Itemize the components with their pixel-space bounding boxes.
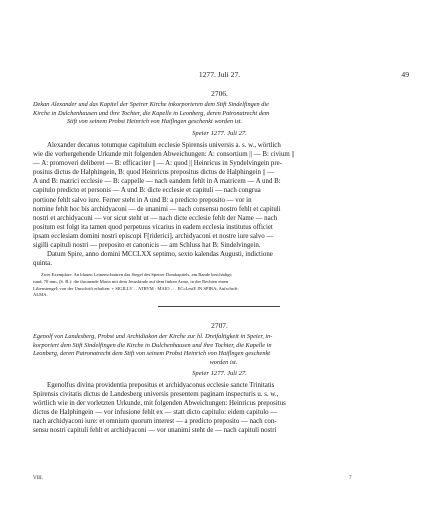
running-head-date: 1277. Juli 27.: [198, 70, 241, 79]
text-2706: [33, 141, 414, 268]
text-line: Datum Spire, anno domini MCCLXX septimo, sexto kalendas Augusti, indictione: [47, 251, 273, 259]
place-date-2706: Speier 1277. Juli 27.: [192, 130, 247, 137]
text-line: nostri et archidyaconi — vor sicut steht ut — nach dicte ecclesie fehlt der Name — nach: [33, 214, 278, 222]
text-line: Alexander decanus totumque capitulum ecclesie Spirensis universis a. s. w., wörtlich: [47, 142, 281, 149]
page-footer: [33, 476, 414, 481]
regest-line: Egenolf von Landesberg, Probst und Archidiakon der Kirche zur hl. Dreifaltigkeit in Speier, in-: [33, 333, 273, 340]
text-line: Egenolfus divina providentia prepositus et archidyaconus ecclesie sancte Trinitatis: [47, 382, 275, 389]
running-head: [0, 70, 439, 80]
note-line: ALMA.: [33, 292, 48, 298]
place-date-2707: Speier 1277. Juli 27.: [192, 370, 247, 377]
text-line: — A: promoveri deliberet — B: efficaciter || — A: quod || Heinricus in Syndelvingein pre-: [33, 160, 282, 168]
regest-2707: [33, 333, 414, 367]
note-line: Lilienstengel; von der Umschrift erhalten: + SIGILLV . . ATRVM : MAIO . . . ECcLesiE IN SPIRA; Aufschrift:: [33, 285, 239, 291]
document-number-2706: 2706.: [211, 89, 228, 98]
text-line: sensu nostri capituli fehlt et archidyaconi — vor unanimi steht de — nach capituli nostri: [33, 427, 277, 435]
text-2707: [33, 381, 414, 436]
regest-line: Stift von seinem Probst Heinrich von Haiflngen geschenkt worden ist.: [67, 118, 243, 126]
regest-line: Dekan Alexander und das Kapitel der Speirer Kirche inkorporieren dem Stift Sindelfingen die: [33, 101, 269, 108]
text-line: Spirensis civitatis dictus de Landesberg universis presentem paginam inspecturis u. s. w.,: [33, 391, 279, 399]
text-line: wörtlich wie in der vorletzten Urkunde, mit folgenden Abweichungen: Heinricus prepositus: [33, 400, 286, 408]
text-line: portione fehlt salvo iure. Ferner steht in A und B: a predicto preposito — vor in: [33, 196, 252, 204]
regest-line: Leonberg, deren Patronatrecht dem Stift von seinem Probst Heinrich von Haiflngen geschenkt: [33, 350, 271, 358]
text-line: sigilli capituli nostri — preposito et canonicis — am Schluss hat B: Sindelvingein.: [33, 242, 261, 250]
text-line: wie die vorhergehende Urkunde mit folgenden Abweichungen: A: consortium || — B: civium ||: [33, 151, 295, 159]
document-number-2707: 2707.: [211, 321, 228, 330]
text-line: nomine fehlt hoc bis archidyaconi — de unanimi — nach consensu nostro fehlt et capituli: [33, 205, 281, 213]
regest-line: worden ist.: [209, 358, 238, 366]
text-line: A und B: matrici ecclesie — B: cappelle — nach eandem fehlt in A matricem — A und B:: [33, 178, 281, 186]
note-line: Zwei Exemplare. An blauen Leinenschnüren das Siegel des Speirer Domkapitels, am Rande beschädigt;: [41, 272, 233, 277]
regest-line: korporiert dem Stift Sindelfingen die Kirche in Dulchenhausen und ihre Tochter, die Kapelle in: [33, 341, 272, 349]
text-line: capitulo predicto et personis — A und B: dicte ecclesie et capituli — nach congrua: [33, 187, 261, 195]
regest-2706: [33, 101, 414, 127]
text-line: nach archidyaconi iure: et omnium quorum interest — a predicto preposito — nach con-: [33, 418, 277, 426]
text-line: dictus de Halphingein — vor infusione fehlt ex — statt dicto capitulo: eidem capitulo —: [33, 409, 278, 417]
regest-line: Kirche in Dulchenhausen und ihre Tochter, die Kapelle in Leonberg, deren Patronatrecht dem: [33, 109, 270, 117]
footer-signature: VIII.: [33, 476, 43, 481]
text-line: positum est folgt ita tamen quod perpetuus vicarius in eadem ecclesia institutus officiet: [33, 223, 273, 231]
note-line: rund, 70 mm, (S. B.): die thronende Maria mit dem Jesuskinde auf dem linken Arme, in der Rechten einen: [33, 278, 229, 284]
text-line: ipsam ecclesiam domini nostri episcopi F[riderici], archidyaconi et nostre iure salvo —: [33, 232, 274, 240]
footer-sheet-number: 7: [349, 476, 352, 481]
note-2706: [33, 272, 414, 299]
text-line: positus dictus de Halphingein, B: quod Heinricus prepositus dictus de Halphingein || —: [33, 169, 275, 177]
section-divider: [158, 306, 280, 307]
text-line: quinta.: [33, 260, 52, 268]
page-number: 49: [401, 70, 409, 79]
